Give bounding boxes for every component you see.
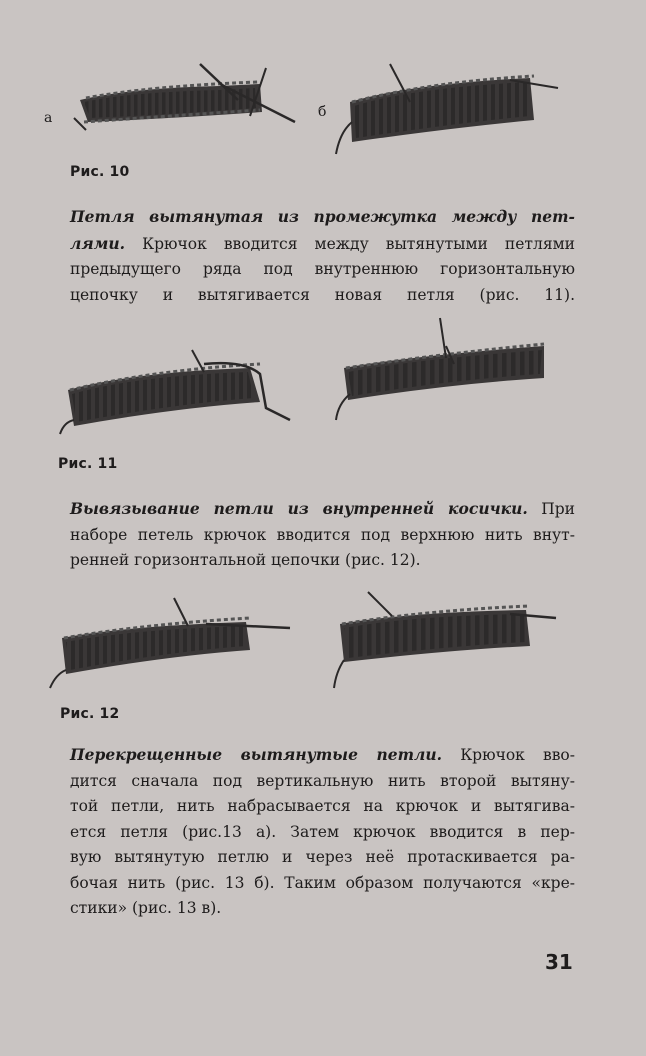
p3-line-2: той петли, нить набрасывается на крючок и вытягива- <box>70 797 575 815</box>
fig12b-illustration <box>330 588 560 692</box>
fig11a-illustration <box>54 346 294 446</box>
fig10-label-b: б <box>318 104 327 120</box>
p3-line-3: ется петля (рис.13 а). Затем крючок вводится в пер- <box>70 822 575 841</box>
p1-line-1: Крючок вводится между вытянутыми петлями <box>125 234 575 253</box>
page-number: 31 <box>545 950 573 974</box>
p3-line-5: бочая нить (рис. 13 б). Таким образом получаются «кре- <box>70 873 575 892</box>
p2-line-0: При <box>527 500 575 518</box>
paragraph-2 <box>70 496 575 574</box>
p1-term: Петля вытянутая из промежутка между пет- <box>70 207 575 226</box>
fig11-caption: Рис. 11 <box>58 456 118 472</box>
fig11b-illustration <box>330 316 560 426</box>
fig10-caption: Рис. 10 <box>70 164 130 180</box>
fig10-label-a: а <box>44 110 53 126</box>
p3-term: Перекрещенные вытянутые петли. <box>70 745 443 764</box>
p3-line-4: вую вытянутую петлю и через неё протаскивается ра- <box>70 848 575 866</box>
p1-line-2: предыдущего ряда под внутреннюю горизонтальную <box>70 260 575 278</box>
p3-line-0: Крючок вво- <box>442 746 576 764</box>
p2-line-1: наборе петель крючок вводится под верхнюю нить внут- <box>70 525 575 544</box>
p1-term-end: лями. <box>70 233 126 253</box>
paragraph-3 <box>70 742 575 922</box>
fig10a-illustration <box>70 60 300 150</box>
p3-line-1: дится сначала под вертикальную нить второй вытяну- <box>70 771 575 790</box>
p2-term: Вывязывание петли из внутренней косички. <box>70 499 528 518</box>
fig10b-illustration <box>330 62 560 157</box>
fig12a-illustration <box>46 594 296 694</box>
fig12-caption: Рис. 12 <box>60 706 120 722</box>
p3-line-6: стики» (рис. 13 в). <box>70 899 222 917</box>
p1-line-3: цепочку и вытягивается новая петля (рис. 11). <box>70 285 575 304</box>
paragraph-1 <box>70 204 575 308</box>
p2-line-2: ренней горизонтальной цепочки (рис. 12). <box>70 551 421 569</box>
